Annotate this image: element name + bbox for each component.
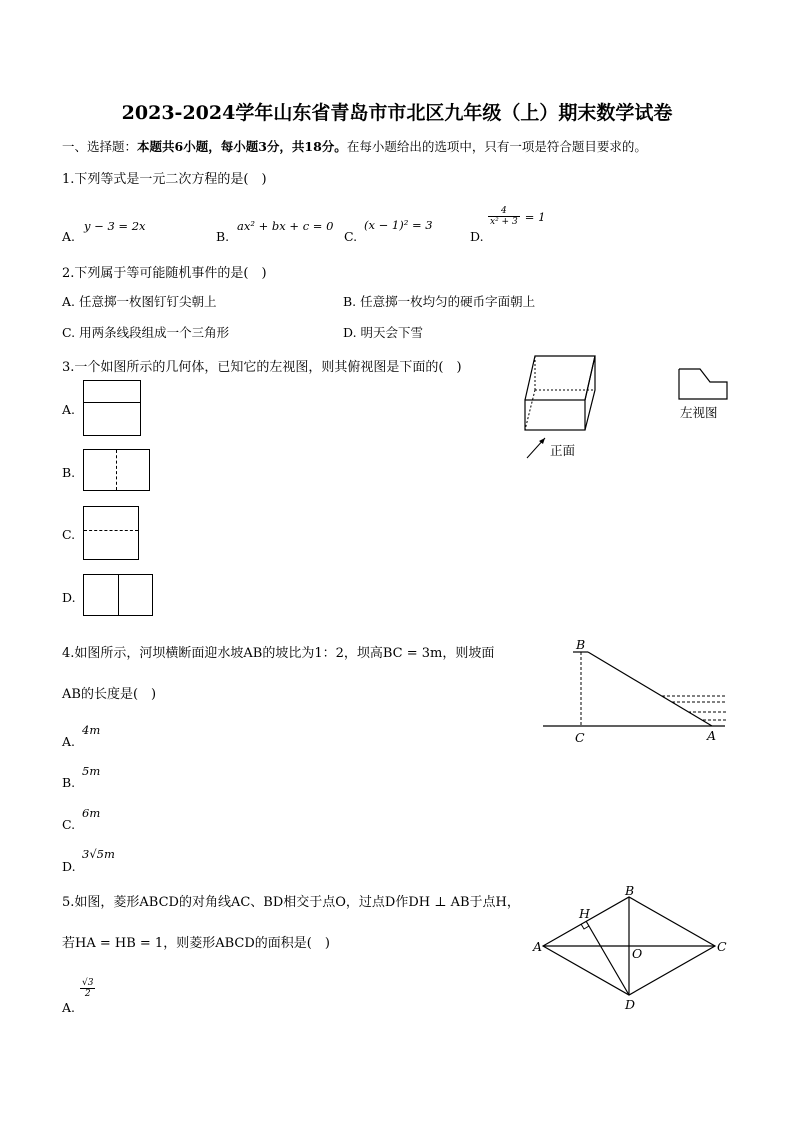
q4-option-b-letter: B. xyxy=(62,775,76,790)
q4-option-c-letter: C. xyxy=(62,817,76,832)
q5-point-d: D xyxy=(625,997,636,1012)
q2-option-b: B. 任意掷一枚均匀的硬币字面朝上 xyxy=(343,294,536,309)
q4-option-c-math: 6m xyxy=(82,806,101,820)
q5-point-b: B xyxy=(625,883,635,898)
q4-stem-line2: AB的长度是( ) xyxy=(62,687,157,702)
section-bold: 本题共6小题，每小题3分，共18分。 xyxy=(137,139,347,154)
q5-point-o: O xyxy=(632,946,643,961)
q1-stem: 1.下列等式是一元二次方程的是( ) xyxy=(62,172,267,187)
section-prefix: 一、选择题： xyxy=(62,139,138,154)
q5-point-c: C xyxy=(717,939,727,954)
q2-stem: 2.下列属于等可能随机事件的是( ) xyxy=(62,266,267,281)
page-title: 2023-2024学年山东省青岛市市北区九年级（上）期末数学试卷 xyxy=(121,102,673,124)
q1-option-c-math: (x − 1)² = 3 xyxy=(364,218,433,232)
q4-stem-line1: 4.如图所示，河坝横断面迎水坡AB的坡比为1：2，坝高BC = 3m，则坡面 xyxy=(62,646,495,661)
q2-option-a: A. 任意掷一枚图钉钉尖朝上 xyxy=(62,294,217,309)
q4-option-b-math: 5m xyxy=(82,764,101,778)
q1-option-c-letter: C. xyxy=(344,229,358,244)
q2-option-d: D. 明天会下雪 xyxy=(343,325,424,340)
q5-stem-line1: 5.如图，菱形ABCD的对角线AC、BD相交于点O，过点D作DH ⊥ AB于点H， xyxy=(62,895,520,910)
q4-point-c: C xyxy=(575,730,585,745)
q3-front-label: 正面 xyxy=(550,443,576,458)
q3-option-b-letter: B. xyxy=(62,465,76,480)
q1-option-a-letter: A. xyxy=(62,229,76,244)
q3-option-d-figure xyxy=(83,574,153,616)
q5-a-numerator: √3 xyxy=(82,978,94,988)
q3-option-a-figure xyxy=(83,380,141,436)
q2-option-c: C. 用两条线段组成一个三角形 xyxy=(62,325,230,340)
q5-point-a: A xyxy=(533,939,543,954)
q5-option-a-fraction xyxy=(80,978,95,999)
q4-point-a: A xyxy=(707,728,717,743)
q1-d-denominator: x² + 3 xyxy=(490,217,518,227)
q1-d-tail: = 1 xyxy=(524,210,546,224)
q1-option-d-fraction xyxy=(488,206,545,227)
q5-a-denominator: 2 xyxy=(84,989,91,999)
q5-stem-line2: 若HA = HB = 1，则菱形ABCD的面积是( ) xyxy=(62,936,330,951)
section-rest: 在每小题给出的选项中，只有一项是符合题目要求的。 xyxy=(346,139,647,154)
q3-option-b-figure xyxy=(83,449,150,491)
q4-option-d-letter: D. xyxy=(62,859,76,874)
q3-option-d-letter: D. xyxy=(62,590,76,605)
q5-option-a-letter: A. xyxy=(62,1000,76,1015)
q5-point-h: H xyxy=(579,906,590,921)
q3-stem: 3.一个如图所示的几何体，已知它的左视图，则其俯视图是下面的( ) xyxy=(62,360,462,375)
q3-option-c-figure xyxy=(83,506,139,560)
q3-left-view-figure xyxy=(676,366,730,402)
q5-rhombus-figure xyxy=(530,880,730,1015)
q3-option-c-letter: C. xyxy=(62,527,76,542)
q4-option-a-math: 4m xyxy=(82,723,101,737)
q1-option-d-letter: D. xyxy=(470,229,484,244)
q3-option-a-letter: A. xyxy=(62,402,76,417)
q4-option-d-math: 3√5m xyxy=(82,847,115,861)
q1-d-numerator: 4 xyxy=(488,206,520,217)
q4-point-b: B xyxy=(576,637,586,652)
q3-left-view-label: 左视图 xyxy=(680,405,718,420)
q4-option-a-letter: A. xyxy=(62,734,76,749)
q1-option-b-math: ax² + bx + c = 0 xyxy=(237,219,334,233)
section-header xyxy=(62,137,647,155)
q1-option-a-math: y − 3 = 2x xyxy=(84,219,146,233)
q1-option-b-letter: B. xyxy=(216,229,230,244)
